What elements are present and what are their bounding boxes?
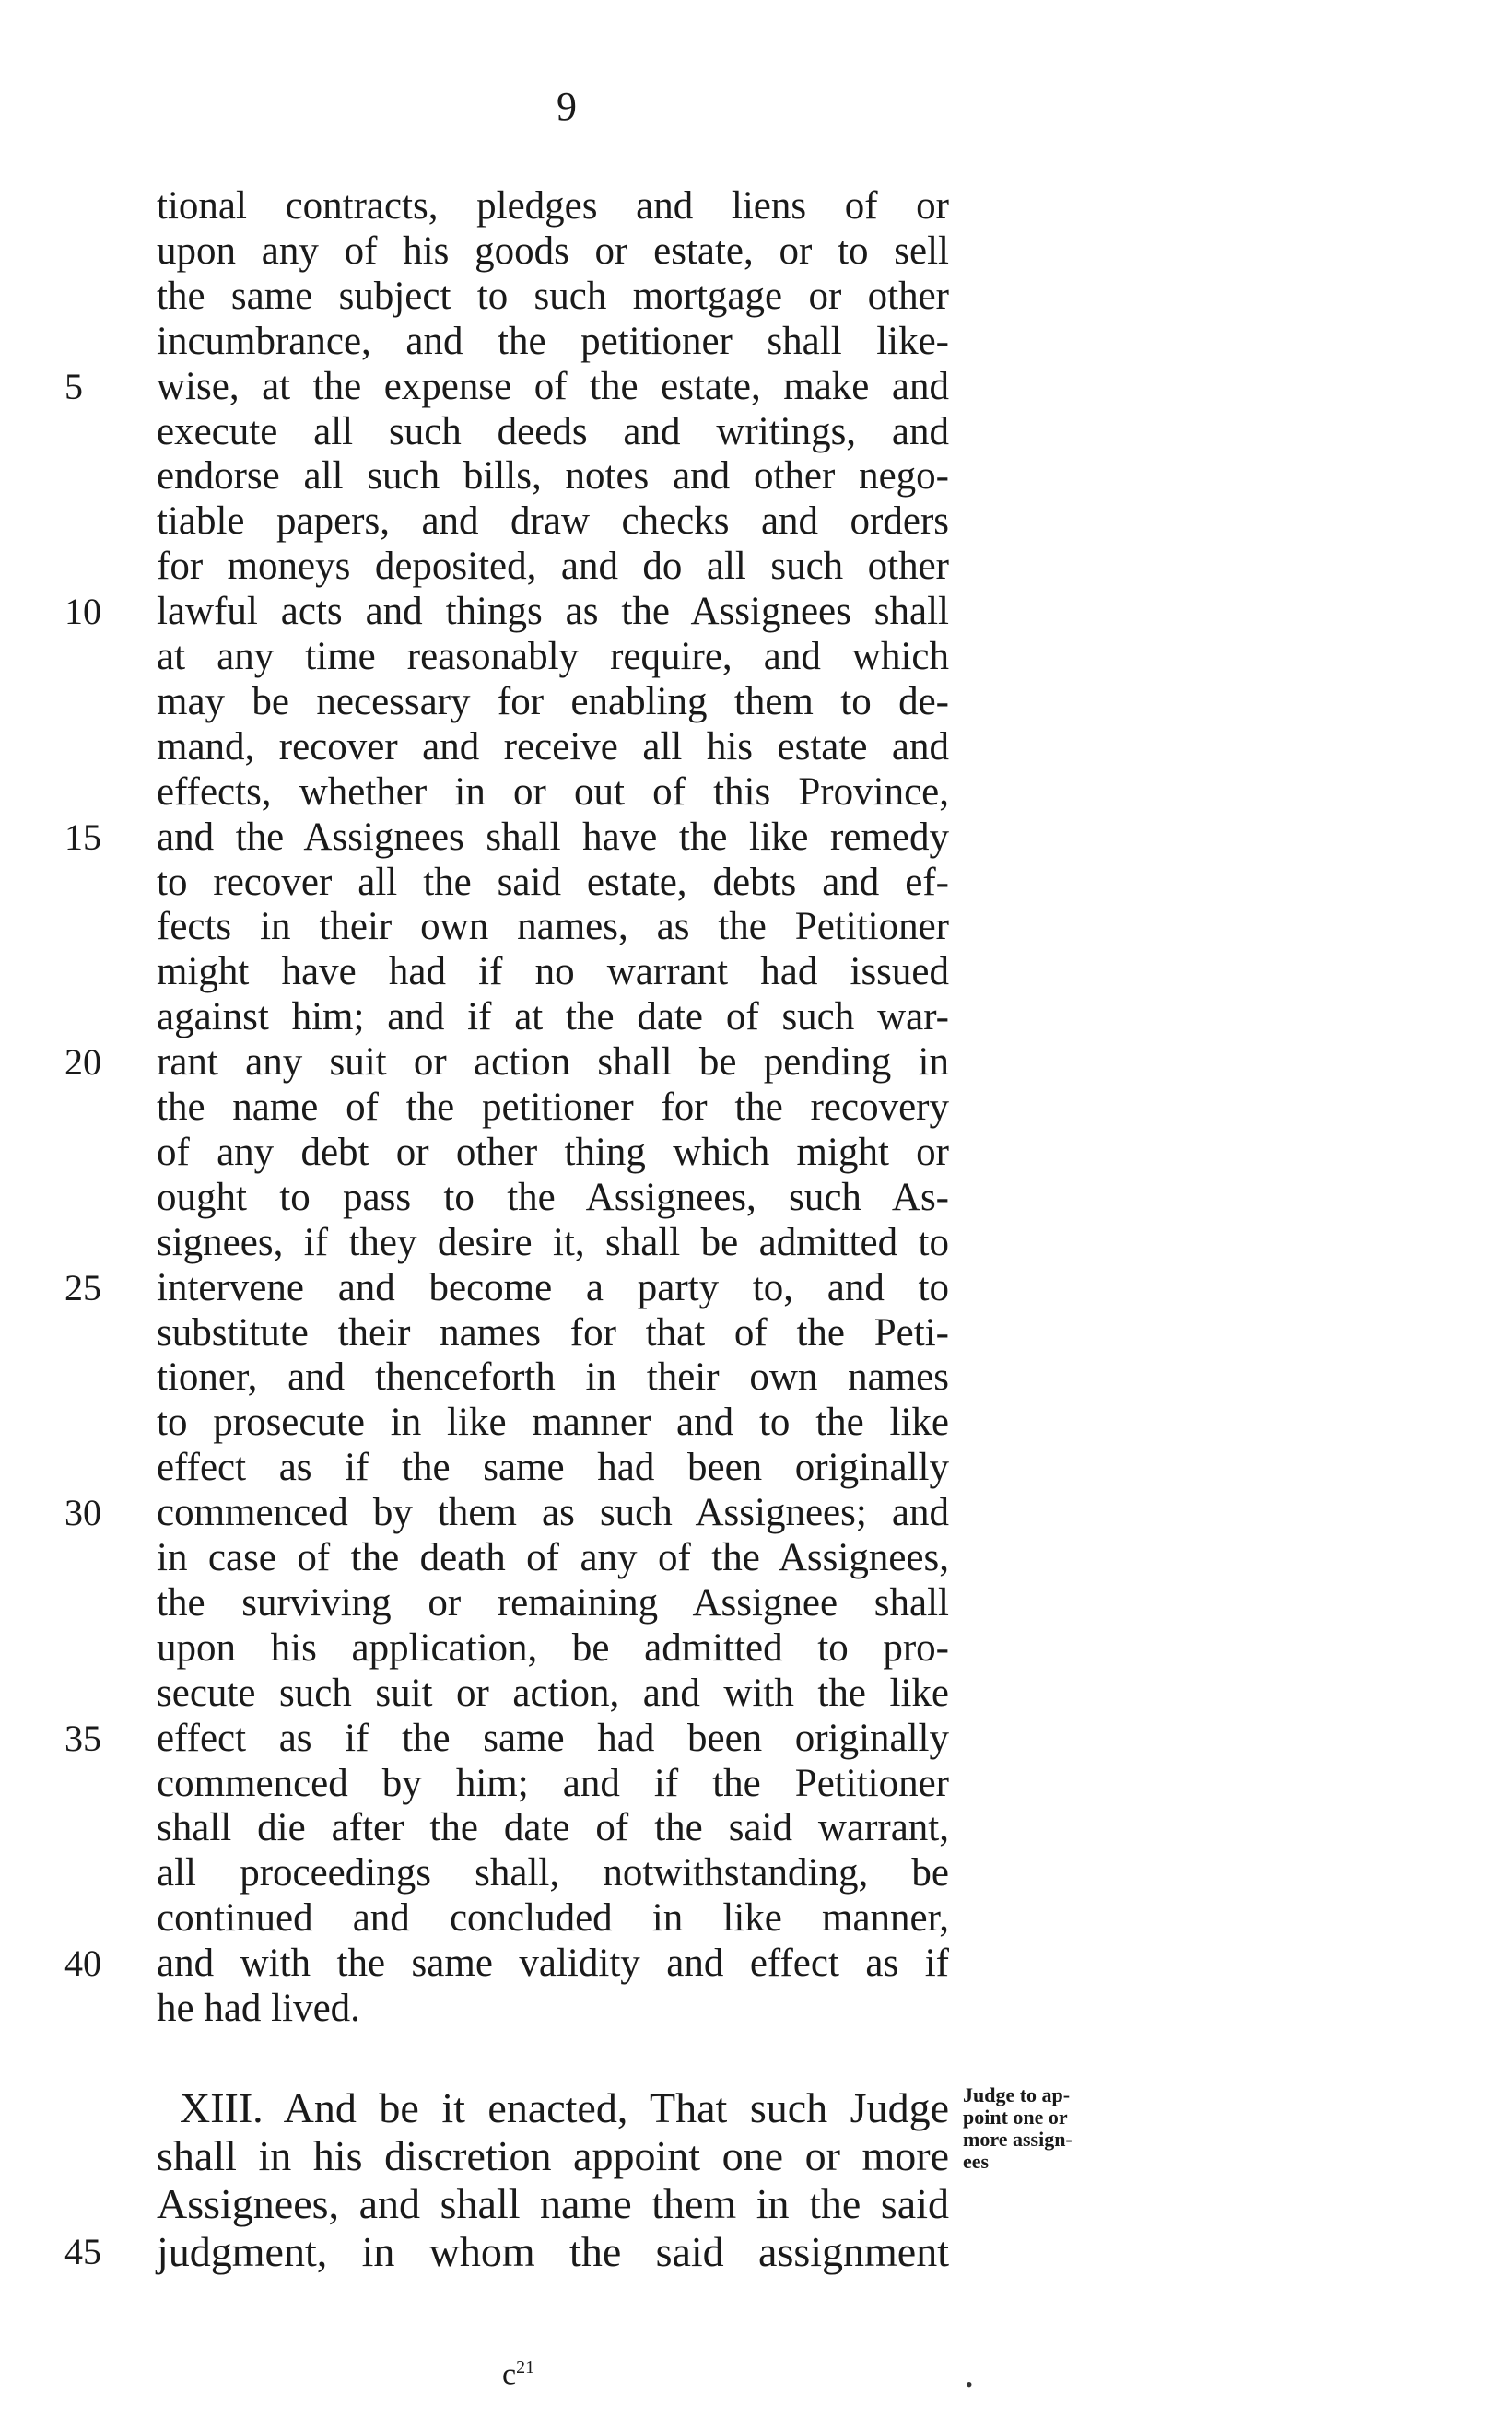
margin-note-line: more assign- — [963, 2128, 1072, 2151]
text-line: shall die after the date of the said warrant, — [157, 1806, 949, 1850]
signature-number: 21 — [516, 2357, 535, 2377]
text-line: wise, at the expense of the estate, make and — [157, 364, 949, 408]
text-line: intervene and become a party to, and to — [157, 1265, 949, 1309]
text-line: mand, recover and receive all his estate and — [157, 724, 949, 769]
line-number: 35 — [64, 1717, 101, 1759]
text-line: at any time reasonably require, and which — [157, 635, 949, 678]
line-number: 20 — [64, 1041, 101, 1084]
text-line: the surviving or remaining Assignee shall — [157, 1580, 949, 1625]
line-number: 40 — [64, 1942, 101, 1985]
text-line: execute all such deeds and writings, and — [157, 409, 949, 453]
text-line: the same subject to such mortgage or other — [157, 274, 949, 318]
text-line: might have had if no warrant had issued — [157, 950, 949, 994]
section-text-line: judgment, in whom the said assignment — [157, 2228, 949, 2275]
line-number: 45 — [64, 2231, 101, 2272]
text-line: to prosecute in like manner and to the like — [157, 1401, 949, 1445]
margin-note-line: point one or — [963, 2106, 1068, 2129]
text-line: continued and concluded in like manner, — [157, 1896, 949, 1941]
section-text-line: shall in his discretion appoint one or more — [157, 2132, 949, 2179]
section-text-line: XIII. And be it enacted, That such Judge — [180, 2084, 949, 2131]
text-line: tional contracts, pledges and liens of or — [157, 184, 949, 228]
text-line: and the Assignees shall have the like remedy — [157, 815, 949, 859]
text-line: for moneys deposited, and do all such other — [157, 545, 949, 589]
text-line: effect as if the same had been originally — [157, 1716, 949, 1760]
text-line: fects in their own names, as the Petitioner — [157, 905, 949, 949]
text-line: substitute their names for that of the Peti- — [157, 1310, 949, 1355]
text-line: rant any suit or action shall be pending in — [157, 1040, 949, 1085]
signature-mark — [502, 2357, 534, 2392]
margin-note — [963, 2084, 1147, 2173]
page-number: 9 — [557, 84, 577, 129]
text-line: commenced by him; and if the Petitioner — [157, 1761, 949, 1805]
text-line: tiable papers, and draw checks and orders — [157, 499, 949, 544]
text-line: to recover all the said estate, debts and ef- — [157, 860, 949, 904]
text-line: lawful acts and things as the Assignees shall — [157, 590, 949, 634]
stray-mark: • — [966, 2373, 973, 2396]
text-line: ought to pass to the Assignees, such As- — [157, 1175, 949, 1219]
text-line: he had lived. — [157, 1987, 360, 2030]
line-number: 15 — [64, 815, 101, 858]
text-line: of any debt or other thing which might or — [157, 1130, 949, 1174]
signature-letter: c — [502, 2357, 517, 2392]
line-number: 5 — [64, 365, 83, 407]
section-text-line: Assignees, and shall name them in the said — [157, 2180, 949, 2227]
text-line: may be necessary for enabling them to de- — [157, 679, 949, 723]
text-line: against him; and if at the date of such war- — [157, 995, 949, 1039]
text-line: endorse all such bills, notes and other nego- — [157, 454, 949, 499]
text-line: the name of the petitioner for the recovery — [157, 1085, 949, 1129]
text-line: effects, whether in or out of this Province, — [157, 769, 949, 814]
text-line: incumbrance, and the petitioner shall like- — [157, 319, 949, 363]
text-line: secute such suit or action, and with the like — [157, 1671, 949, 1715]
line-number: 25 — [64, 1266, 101, 1308]
text-line: tioner, and thenceforth in their own names — [157, 1355, 949, 1400]
text-line: all proceedings shall, notwithstanding, be — [157, 1851, 949, 1895]
text-line: effect as if the same had been originally — [157, 1446, 949, 1490]
text-line: and with the same validity and effect as if — [157, 1942, 949, 1986]
margin-note-line: ees — [963, 2150, 990, 2173]
text-line: signees, if they desire it, shall be admitted to — [157, 1220, 949, 1264]
text-line: upon his application, be admitted to pro- — [157, 1625, 949, 1670]
text-line: commenced by them as such Assignees; and — [157, 1491, 949, 1535]
text-line: in case of the death of any of the Assignees, — [157, 1536, 949, 1579]
line-number: 30 — [64, 1492, 101, 1534]
line-number: 10 — [64, 591, 101, 633]
text-line: upon any of his goods or estate, or to sell — [157, 229, 949, 273]
margin-note-line: Judge to ap- — [963, 2083, 1071, 2106]
